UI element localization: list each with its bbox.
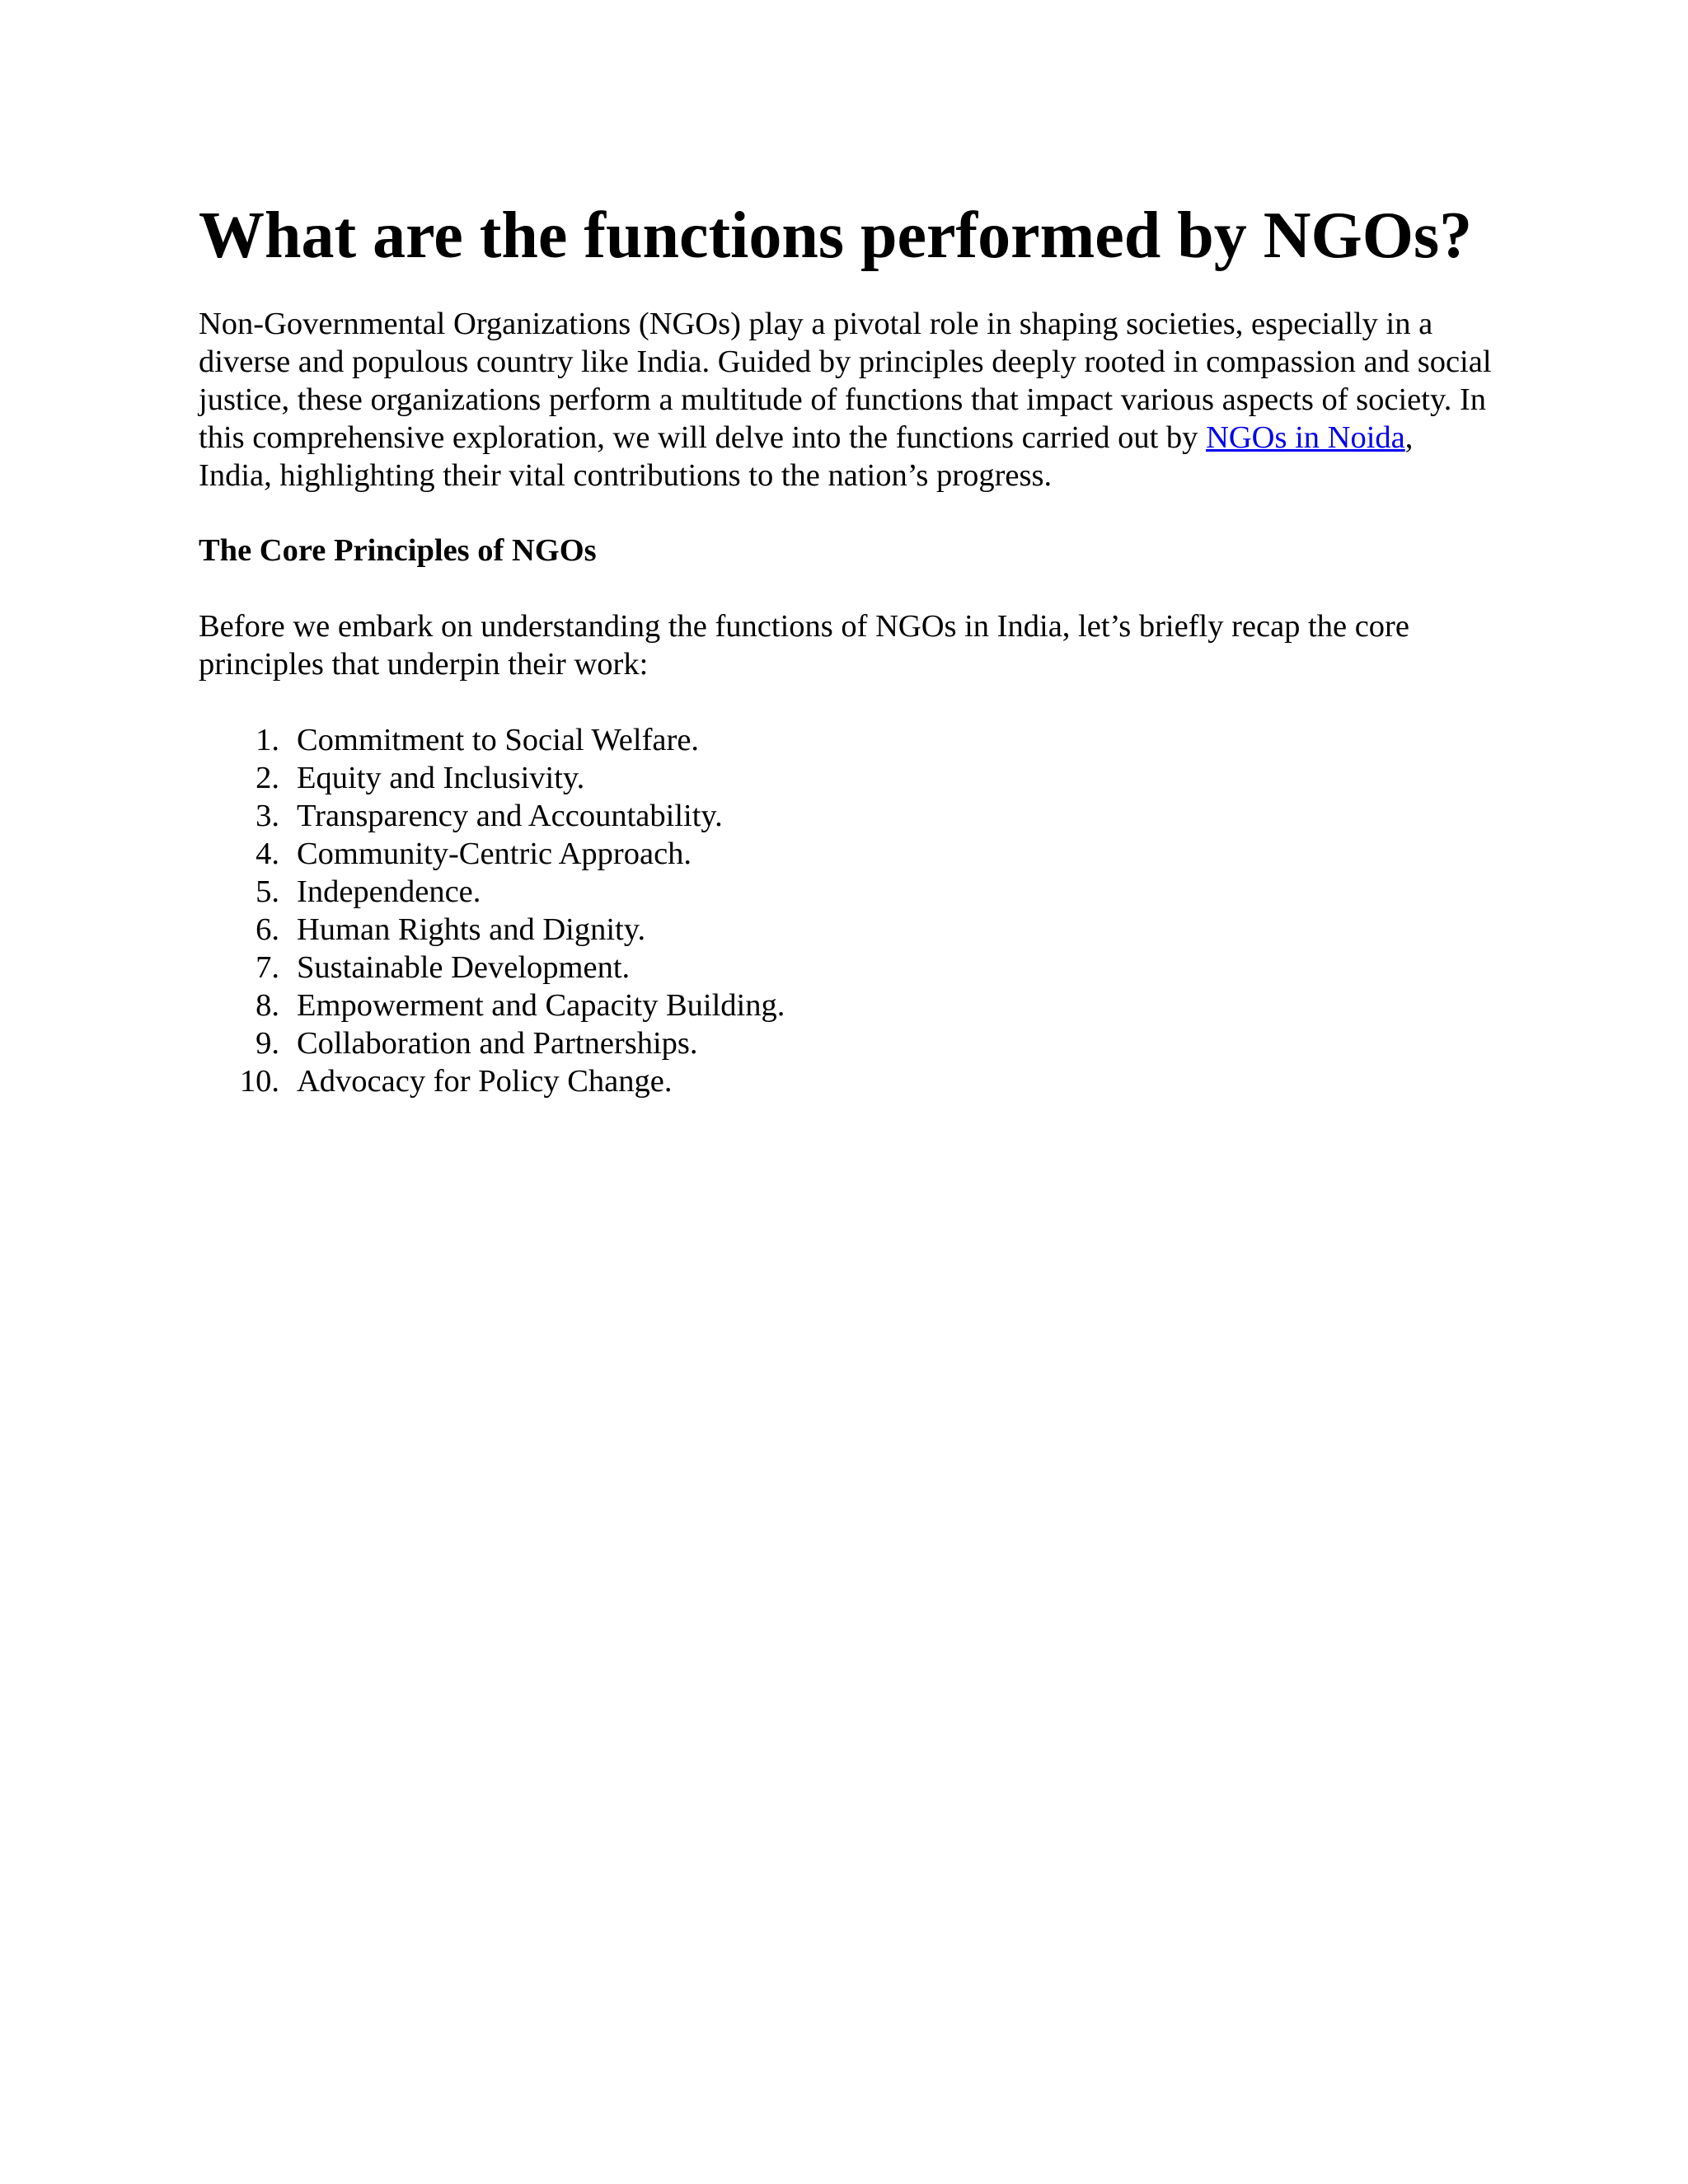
list-item-text: Equity and Inclusivity. (297, 761, 585, 795)
list-number: 1. (256, 723, 279, 757)
list-number: 3. (256, 799, 279, 833)
lead-paragraph: Before we embark on understanding the functions of NGOs in India, let’s briefly recap the core principles that underpin their work: (199, 609, 1409, 682)
list-number: 8. (256, 988, 279, 1023)
list-item (199, 1024, 785, 1062)
list-number: 2. (256, 761, 279, 795)
list-item-text: Commitment to Social Welfare. (297, 723, 700, 757)
intro-text-after-link: , India, highlighting their vital contributions to the nation’s progress. (199, 420, 1414, 493)
list-item (199, 797, 785, 835)
intro-text-before-link: Non-Governmental Organizations (NGOs) play a pivotal role in shaping societies, especially in a diverse and populous country like India. Guided by principles deeply rooted in compassion and social justice, these organizations perform a multitude of functions that impact various aspects of society. In this comprehensive exploration, we will delve into the functions carried out by (199, 307, 1492, 455)
ngos-in-noida-link[interactable]: NGOs in Noida (1206, 420, 1405, 455)
list-number: 5. (256, 874, 279, 909)
list-item (199, 987, 785, 1024)
list-item-text: Human Rights and Dignity. (297, 912, 646, 947)
list-item-text: Independence. (297, 874, 481, 909)
list-item-text: Empowerment and Capacity Building. (297, 988, 785, 1023)
list-number: 4. (256, 837, 279, 871)
list-item-text: Community-Centric Approach. (297, 837, 692, 871)
section-heading: The Core Principles of NGOs (199, 533, 597, 568)
page-title: What are the functions performed by NGOs? (199, 199, 1473, 272)
list-number: 6. (256, 912, 279, 947)
list-item-text: Sustainable Development. (297, 950, 631, 985)
list-number: 7. (256, 950, 279, 985)
intro-paragraph (199, 305, 1493, 494)
list-item (199, 835, 785, 873)
list-item-text: Advocacy for Policy Change. (297, 1064, 673, 1099)
list-number: 10. (239, 1064, 279, 1099)
list-item (199, 873, 785, 911)
list-item (199, 911, 785, 949)
list-item (199, 949, 785, 987)
principles-list (199, 721, 785, 1100)
list-item (199, 759, 785, 797)
list-item (199, 1062, 785, 1100)
list-item (199, 721, 785, 759)
list-item-text: Transparency and Accountability. (297, 799, 723, 833)
list-item-text: Collaboration and Partnerships. (297, 1026, 698, 1061)
list-number: 9. (256, 1026, 279, 1061)
